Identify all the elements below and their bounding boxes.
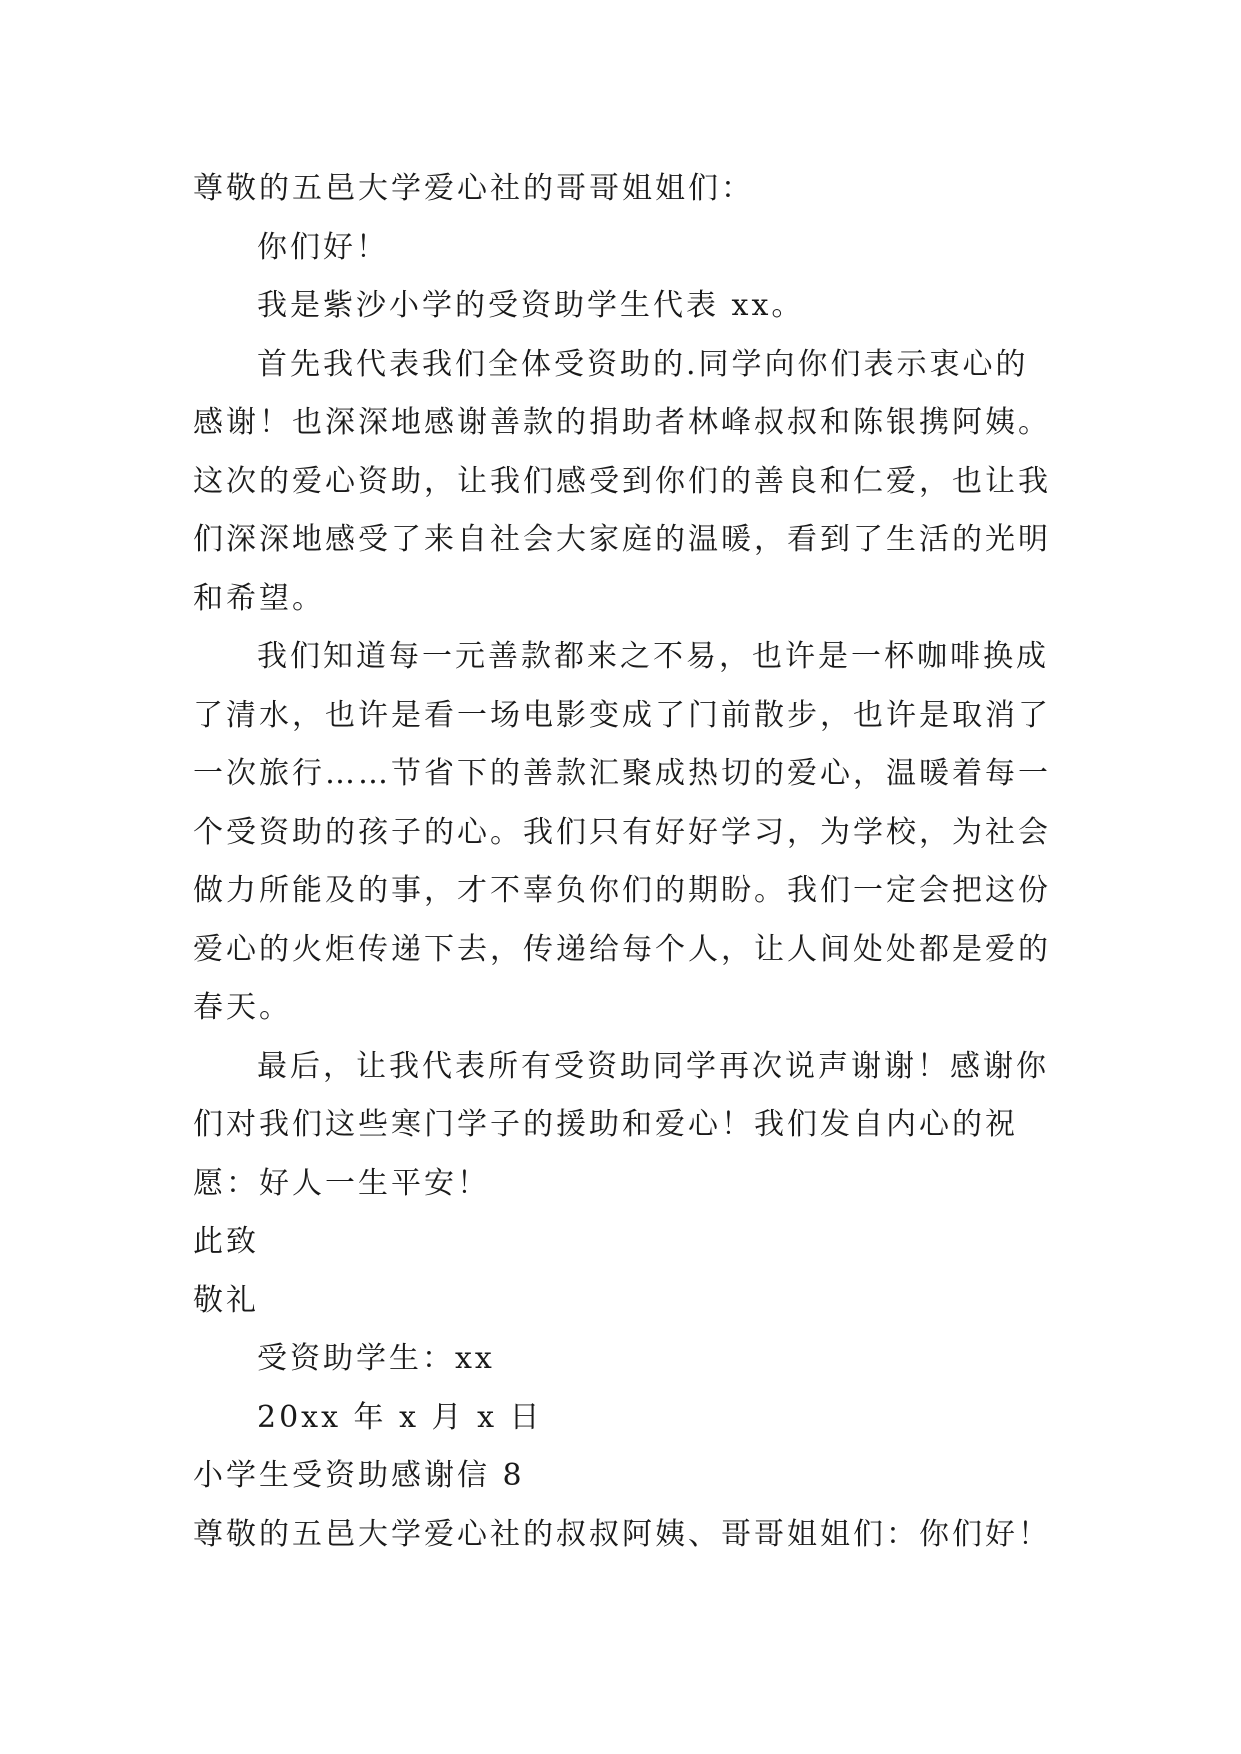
paragraph-line: 最后，让我代表所有受资助同学再次说声谢谢！感谢你	[257, 1048, 1049, 1084]
paragraph-line: 我们知道每一元善款都来之不易，也许是一杯咖啡换成	[257, 639, 1049, 674]
letter-body	[193, 160, 1053, 1564]
paragraph-line: 们对我们这些寒门学子的援助和爱心！我们发自内心的祝	[193, 1107, 1018, 1142]
paragraph-line: 们深深地感受了来自社会大家庭的温暖，看到了生活的光明	[193, 522, 1051, 557]
signature-line: 受资助学生：xx	[257, 1341, 495, 1376]
section-title: 小学生受资助感谢信 8	[193, 1458, 525, 1493]
paragraph-line: 感谢！也深深地感谢善款的捐助者林峰叔叔和陈银携阿姨。	[193, 405, 1051, 440]
paragraph-line: 爱心的火炬传递下去，传递给每个人，让人间处处都是爱的	[193, 931, 1051, 967]
closing-line: 此致	[193, 1224, 259, 1259]
intro-line: 我是紫沙小学的受资助学生代表 xx。	[257, 288, 805, 323]
paragraph-line: 这次的爱心资助，让我们感受到你们的善良和仁爱，也让我	[193, 463, 1051, 499]
closing-line: 敬礼	[193, 1282, 259, 1318]
paragraph-line: 一次旅行……节省下的善款汇聚成热切的爱心，温暖着每一	[193, 756, 1051, 791]
paragraph-line: 愿：好人一生平安！	[193, 1165, 490, 1201]
salutation-line: 尊敬的五邑大学爱心社的哥哥姐姐们：	[193, 171, 754, 206]
paragraph-line: 和希望。	[193, 580, 325, 616]
paragraph-line: 春天。	[193, 990, 292, 1025]
paragraph-line: 首先我代表我们全体受资助的.同学向你们表示衷心的	[257, 346, 1029, 382]
salutation-line: 尊敬的五邑大学爱心社的叔叔阿姨、哥哥姐姐们：你们好！	[193, 1516, 1051, 1552]
paragraph-line: 了清水，也许是看一场电影变成了门前散步，也许是取消了	[193, 697, 1051, 733]
date-line: 20xx 年 x 月 x 日	[257, 1399, 543, 1435]
paragraph-line: 做力所能及的事，才不辜负你们的期盼。我们一定会把这份	[193, 873, 1051, 908]
greeting-line: 你们好！	[257, 229, 389, 265]
paragraph-line: 个受资助的孩子的心。我们只有好好学习，为学校，为社会	[193, 814, 1051, 850]
